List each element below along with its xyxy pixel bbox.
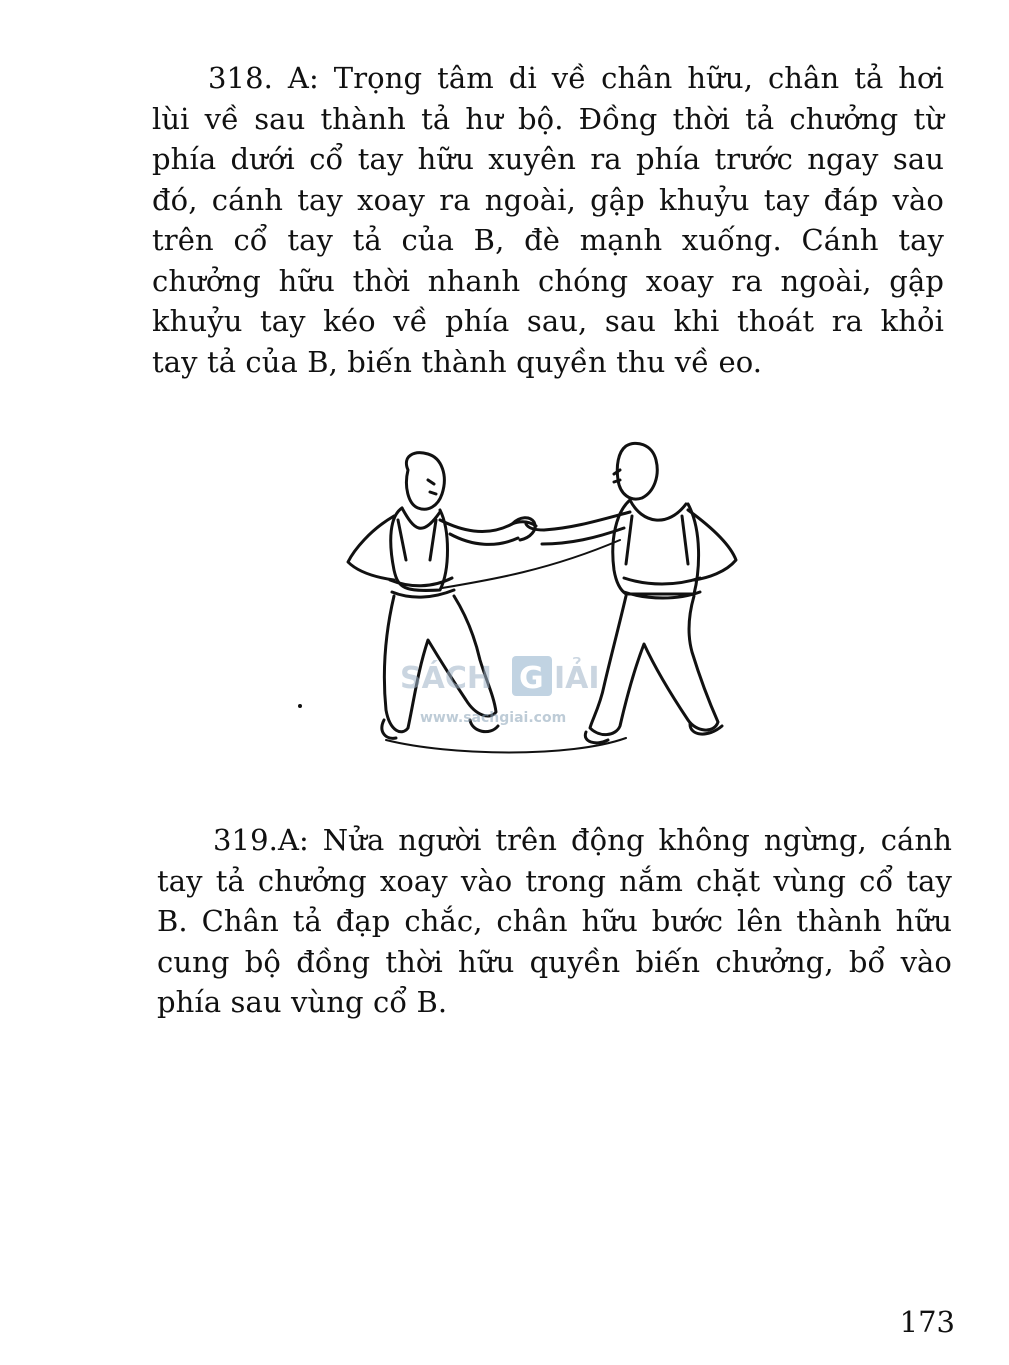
watermark-brand-mid: G <box>519 661 544 696</box>
text-line: B. Chân tả đạp chắc, chân hữu bước lên thành hữu <box>157 904 952 938</box>
illustration-two-fighters <box>290 420 750 760</box>
paragraph-318 <box>152 58 944 382</box>
watermark-brand-right: IẢI <box>554 661 600 696</box>
watermark-logo <box>400 656 600 726</box>
right-fighter-head <box>617 443 657 499</box>
page-number: 173 <box>899 1305 955 1339</box>
watermark-brand-left: SÁCH <box>400 661 492 696</box>
text-line: tay tả chưởng xoay vào trong nắm chặt vùng cổ tay <box>157 863 952 898</box>
left-fighter-head <box>406 453 444 509</box>
text-line: phía sau vùng cổ B. <box>157 985 448 1019</box>
watermark-url: www.sachgiai.com <box>420 710 567 726</box>
text-line: khuỷu tay kéo về phía sau, sau khi thoát ra khỏi <box>152 304 944 338</box>
fighters-drawing <box>290 420 750 760</box>
text-line: chưởng hữu thời nhanh chóng xoay ra ngoài, gập <box>152 263 944 298</box>
stray-mark <box>298 704 302 708</box>
text-line: tay tả của B, biến thành quyền thu về eo. <box>152 344 763 379</box>
text-line: phía dưới cổ tay hữu xuyên ra phía trước ngay sau <box>152 142 944 176</box>
text-line: cung bộ đồng thời hữu quyền biến chưởng, bổ vào <box>157 944 952 979</box>
reach-arc <box>442 540 620 588</box>
text-line: lùi về sau thành tả hư bộ. Đồng thời tả chưởng từ <box>152 101 944 136</box>
paragraph-319 <box>157 820 952 1023</box>
text-line: 319.A: Nửa người trên động không ngừng, cánh <box>213 823 952 857</box>
left-fighter-arm-hip <box>348 516 394 580</box>
text-line: 318. A: Trọng tâm di về chân hữu, chân tả hơi <box>208 61 944 95</box>
text-line: đó, cánh tay xoay ra ngoài, gập khuỷu tay đáp vào <box>152 182 944 217</box>
text-line: trên cổ tay tả của B, đè mạnh xuống. Cánh tay <box>152 223 944 257</box>
right-fighter-legs <box>590 596 718 735</box>
